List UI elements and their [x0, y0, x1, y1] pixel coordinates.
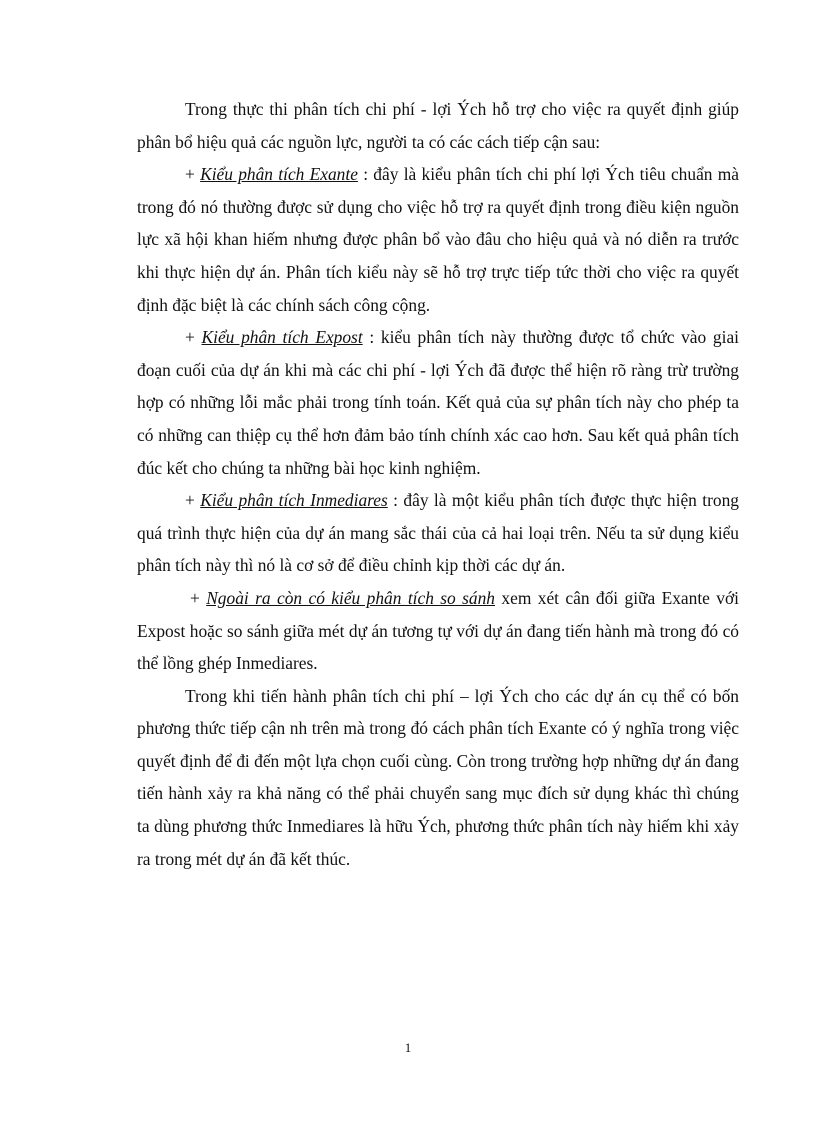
- exante-paragraph: [137, 158, 739, 321]
- paragraph-text: : đây là kiểu phân tích chi phí lợi Ých tiêu chuẩn mà trong đó nó thường được sử dụng cho việc hỗ trợ ra quyết định trong điều kiện nguồn lực xã hội khan hiếm nhưng được phân bổ vào đâu cho hiệu quả và nó diễn ra trước khi thực hiện dự án. Phân tích kiểu này sẽ hỗ trợ trực tiếp tức thời cho việc ra quyết định đặc biệt là các chính sách công cộng.: [137, 164, 740, 315]
- document-body: [137, 93, 739, 875]
- comparison-paragraph: [137, 582, 739, 680]
- inmediares-paragraph: [137, 484, 739, 582]
- bullet-marker: +: [190, 587, 207, 608]
- bullet-marker: +: [185, 327, 202, 348]
- inmediares-label: Kiểu phân tích Inmediares: [200, 490, 388, 511]
- paragraph-text: Trong thực thi phân tích chi phí - lợi Ých hỗ trợ cho việc ra quyết định giúp phân bổ hiệu quả các nguồn lực, người ta có các cách tiếp cận sau:: [137, 99, 739, 152]
- paragraph-text: : đây là một kiểu phân tích được thực hiện trong quá trình thực hiện của dự án mang sắc thái của cả hai loại trên. Nếu ta sử dụng kiểu phân tích này thì nó là cơ sở để điều chỉnh kịp thời các dự án.: [137, 490, 739, 576]
- paragraph-text: Trong khi tiến hành phân tích chi phí – lợi Ých cho các dự án cụ thể có bốn phương thức tiếp cận nh trên mà trong đó cách phân tích Exante có ý nghĩa trong việc quyết định để đi đến một lựa chọn cuối cùng. Còn trong trường hợp những dự án đang tiến hành xảy ra khả năng có thể phải chuyển sang mục đích sử dụng khác thì chúng ta dùng phương thức Inmediares là hữu Ých, phương thức phân tích này hiếm khi xảy ra trong mét dự án đã kết thúc.: [137, 685, 739, 869]
- intro-paragraph: [137, 93, 739, 158]
- expost-label: Kiểu phân tích Expost: [201, 327, 363, 348]
- paragraph-text: : kiểu phân tích này thường được tổ chức vào giai đoạn cuối của dự án khi mà các chi phí - lợi Ých đã được thể hiện rõ ràng trừ trường hợp có những lỗi mắc phải trong tính toán. Kết quả của sự phân tích này cho phép ta có những can thiệp cụ thể hơn đảm bảo tính chính xác cao hơn. Sau kết quả phân tích đúc kết cho chúng ta những bài học kinh nghiệm.: [137, 327, 740, 478]
- paragraph-text: xem xét cân đối giữa Exante với Expost hoặc so sánh giữa mét dự án tương tự với dự án đang tiến hành mà trong đó có thể lồng ghép Inmediares.: [137, 587, 739, 674]
- bullet-marker: +: [185, 490, 201, 511]
- comparison-label: Ngoài ra còn có kiểu phân tích so sánh: [206, 587, 496, 608]
- bullet-marker: +: [185, 164, 201, 185]
- conclusion-paragraph: [137, 680, 739, 876]
- expost-paragraph: [137, 321, 739, 484]
- exante-label: Kiểu phân tích Exante: [200, 164, 358, 185]
- page-number: 1: [404, 1040, 412, 1055]
